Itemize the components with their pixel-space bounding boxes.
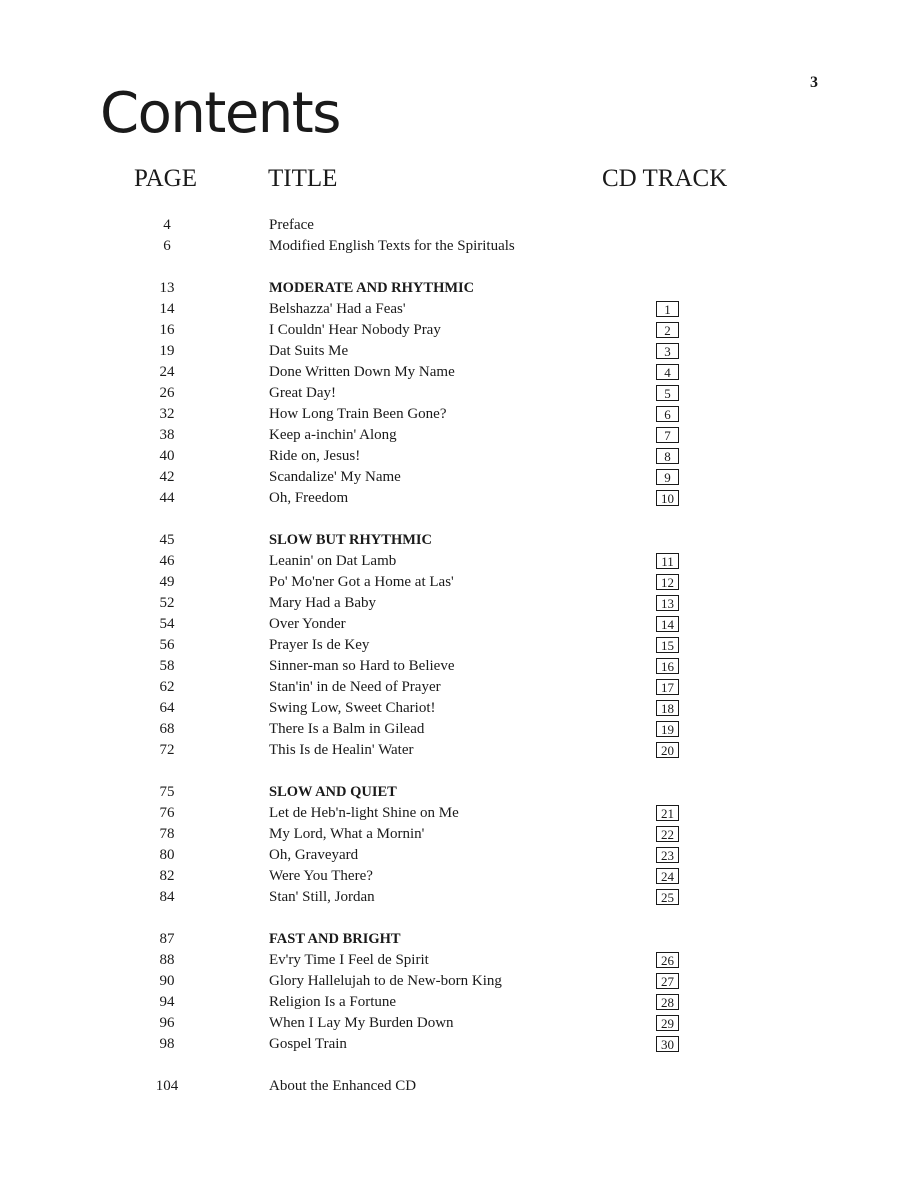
contents-entry [0,488,900,509]
cd-track-box: 20 [656,742,679,758]
contents-entry [0,656,900,677]
entry-page-number: 49 [159,574,175,590]
cd-track-box: 1 [656,301,679,317]
entry-page-number: 62 [159,679,175,695]
entry-page-number: 24 [159,364,175,380]
entry-title: My Lord, What a Mornin' [269,826,425,842]
contents-entry [0,845,900,866]
entry-page-number: 56 [159,637,175,653]
entry-title: Glory Hallelujah to de New-born King [269,973,502,989]
group-spacer [0,1055,900,1076]
entry-title: Gospel Train [269,1036,347,1052]
entry-title: Swing Low, Sweet Chariot! [269,700,436,716]
contents-entry [0,425,900,446]
column-header-cd-track: CD TRACK [602,165,728,192]
entry-title: Ev'ry Time I Feel de Spirit [269,952,429,968]
column-header-title: TITLE [268,165,338,192]
cd-track-box: 18 [656,700,679,716]
entry-title: Leanin' on Dat Lamb [269,553,397,569]
entry-title: About the Enhanced CD [269,1078,417,1094]
contents-entry [0,803,900,824]
contents-entry [0,1034,900,1055]
entry-title: Let de Heb'n-light Shine on Me [269,805,459,821]
entry-page-number: 13 [159,280,175,296]
cd-track-box: 21 [656,805,679,821]
group-spacer [0,257,900,278]
cd-track-box: 30 [656,1036,679,1052]
entry-page-number: 26 [159,385,175,401]
section-heading: SLOW AND QUIET [269,784,397,800]
cd-track-box: 19 [656,721,679,737]
entry-title: Dat Suits Me [269,343,349,359]
cd-track-box: 9 [656,469,679,485]
contents-entry [0,404,900,425]
section-heading: SLOW BUT RHYTHMIC [269,532,433,548]
entry-page-number: 94 [159,994,175,1010]
contents-entry [0,551,900,572]
section-heading: FAST AND BRIGHT [269,931,401,947]
cd-track-box: 2 [656,322,679,338]
entry-title: Ride on, Jesus! [269,448,361,464]
entry-title: When I Lay My Burden Down [269,1015,454,1031]
entry-title: Belshazza' Had a Feas' [269,301,406,317]
entry-title: This Is de Healin' Water [269,742,414,758]
entry-title: Done Written Down My Name [269,364,455,380]
entry-page-number: 75 [159,784,175,800]
cd-track-box: 24 [656,868,679,884]
contents-entry [0,635,900,656]
contents-entry [0,866,900,887]
entry-page-number: 82 [159,868,175,884]
cd-track-box: 11 [656,553,679,569]
entry-page-number: 32 [159,406,175,422]
contents-entry [0,236,900,257]
cd-track-box: 23 [656,847,679,863]
entry-title: Sinner-man so Hard to Believe [269,658,455,674]
contents-list [0,215,900,1097]
entry-title: I Couldn' Hear Nobody Pray [269,322,441,338]
page-title: Contents [100,81,340,146]
entry-title: Modified English Texts for the Spirituals [269,238,515,254]
entry-title: Scandalize' My Name [269,469,401,485]
entry-page-number: 40 [159,448,175,464]
entry-page-number: 52 [159,595,175,611]
entry-page-number: 76 [159,805,175,821]
entry-page-number: 46 [159,553,175,569]
entry-title: Oh, Graveyard [269,847,359,863]
cd-track-box: 26 [656,952,679,968]
entry-page-number: 84 [159,889,175,905]
cd-track-box: 13 [656,595,679,611]
contents-entry [0,1076,900,1097]
contents-entry [0,446,900,467]
entry-page-number: 68 [159,721,175,737]
section-heading-row [0,782,900,803]
entry-title: Religion Is a Fortune [269,994,397,1010]
entry-title: Oh, Freedom [269,490,349,506]
cd-track-box: 12 [656,574,679,590]
entry-title: Preface [269,217,314,233]
cd-track-box: 16 [656,658,679,674]
group-spacer [0,908,900,929]
section-heading-row [0,929,900,950]
cd-track-box: 17 [656,679,679,695]
column-header-page: PAGE [134,165,197,192]
entry-page-number: 72 [159,742,175,758]
contents-entry [0,572,900,593]
entry-page-number: 80 [159,847,175,863]
cd-track-box: 25 [656,889,679,905]
cd-track-box: 6 [656,406,679,422]
entry-title: Stan'in' in de Need of Prayer [269,679,441,695]
entry-title: Prayer Is de Key [269,637,370,653]
cd-track-box: 8 [656,448,679,464]
cd-track-box: 22 [656,826,679,842]
section-heading: MODERATE AND RHYTHMIC [269,280,475,296]
entry-page-number: 78 [159,826,175,842]
contents-entry [0,614,900,635]
contents-entry [0,698,900,719]
cd-track-box: 10 [656,490,679,506]
entry-page-number: 88 [159,952,175,968]
entry-page-number: 90 [159,973,175,989]
entry-page-number: 104 [155,1078,179,1094]
cd-track-box: 28 [656,994,679,1010]
contents-entry [0,467,900,488]
entry-page-number: 16 [159,322,175,338]
entry-page-number: 58 [159,658,175,674]
group-spacer [0,509,900,530]
entry-title: Great Day! [269,385,337,401]
contents-entry [0,719,900,740]
entry-title: There Is a Balm in Gilead [269,721,425,737]
contents-entry [0,677,900,698]
cd-track-box: 5 [656,385,679,401]
contents-entry [0,593,900,614]
entry-page-number: 42 [159,469,175,485]
section-heading-row [0,530,900,551]
contents-entry [0,341,900,362]
entry-title: Mary Had a Baby [269,595,377,611]
cd-track-box: 27 [656,973,679,989]
cd-track-box: 14 [656,616,679,632]
entry-title: Po' Mo'ner Got a Home at Las' [269,574,454,590]
entry-page-number: 38 [159,427,175,443]
contents-entry [0,383,900,404]
entry-title: Keep a-inchin' Along [269,427,397,443]
contents-entry [0,740,900,761]
group-spacer [0,761,900,782]
entry-page-number: 19 [159,343,175,359]
entry-page-number: 6 [163,238,171,254]
contents-entry [0,299,900,320]
entry-page-number: 45 [159,532,175,548]
contents-entry [0,992,900,1013]
contents-entry [0,320,900,341]
contents-entry [0,887,900,908]
contents-entry [0,971,900,992]
entry-page-number: 87 [159,931,175,947]
page-number: 3 [810,74,818,91]
entry-title: Were You There? [269,868,373,884]
cd-track-box: 4 [656,364,679,380]
entry-title: Over Yonder [269,616,346,632]
entry-page-number: 96 [159,1015,175,1031]
entry-page-number: 64 [159,700,175,716]
contents-entry [0,824,900,845]
entry-page-number: 54 [159,616,175,632]
section-heading-row [0,278,900,299]
cd-track-box: 29 [656,1015,679,1031]
contents-entry [0,1013,900,1034]
entry-title: Stan' Still, Jordan [269,889,375,905]
contents-entry [0,215,900,236]
entry-page-number: 4 [163,217,171,233]
entry-page-number: 44 [159,490,175,506]
cd-track-box: 3 [656,343,679,359]
cd-track-box: 7 [656,427,679,443]
contents-entry [0,950,900,971]
entry-page-number: 98 [159,1036,175,1052]
entry-page-number: 14 [159,301,175,317]
contents-entry [0,362,900,383]
cd-track-box: 15 [656,637,679,653]
entry-title: How Long Train Been Gone? [269,406,447,422]
